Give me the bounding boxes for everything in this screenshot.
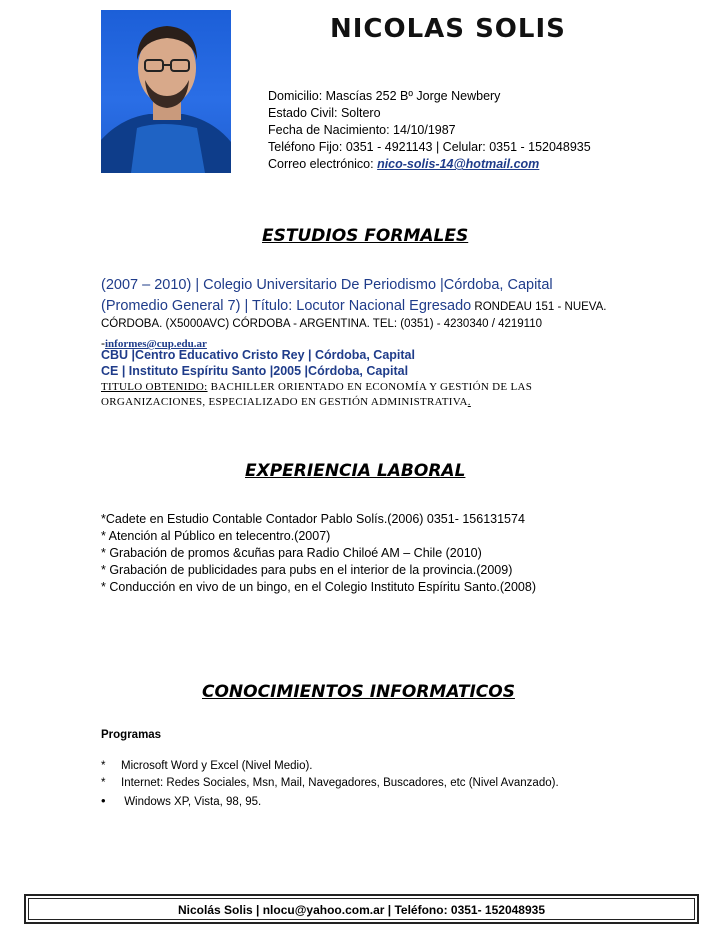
program-item bbox=[101, 758, 313, 775]
experience-item: * Grabación de publicidades para pubs en el interior de la provincia.(2009) bbox=[101, 563, 513, 577]
person-silhouette-icon bbox=[101, 10, 231, 173]
studies-line-6: CE | Instituto Espíritu Santo |2005 |Córdoba, Capital bbox=[101, 364, 409, 378]
bullet: * bbox=[101, 777, 106, 789]
email-line bbox=[268, 156, 539, 173]
studies-line-8 bbox=[101, 396, 471, 408]
address: Domicilio: Mascías 252 Bº Jorge Newbery bbox=[268, 89, 501, 103]
bullet: • bbox=[101, 793, 106, 808]
computing-title: CONOCIMIENTOS INFORMATICOS bbox=[202, 682, 515, 702]
studies-line-1: (2007 – 2010) | Colegio Universitario De Periodismo |Córdoba, Capital bbox=[101, 277, 553, 293]
experience-item: * Conducción en vivo de un bingo, en el Colegio Instituto Espíritu Santo.(2008) bbox=[101, 580, 536, 594]
experience-item: * Atención al Público en telecentro.(2007) bbox=[101, 529, 331, 543]
program-item bbox=[101, 792, 261, 811]
bullet: * bbox=[101, 760, 106, 772]
studies-line-3: CÓRDOBA. (X5000AVC) CÓRDOBA - ARGENTINA. TEL: (0351) - 4230340 / 4219110 bbox=[101, 318, 543, 330]
birth-date: Fecha de Nacimiento: 14/10/1987 bbox=[268, 123, 456, 137]
experience-title: EXPERIENCIA LABORAL bbox=[245, 461, 466, 481]
civil-status: Estado Civil: Soltero bbox=[268, 106, 381, 120]
program-text: Microsoft Word y Excel (Nivel Medio). bbox=[121, 760, 313, 772]
email-label: Correo electrónico: bbox=[268, 157, 378, 171]
title-obtained-text: BACHILLER ORIENTADO EN ECONOMÍA Y GESTIÓN DE LAS bbox=[207, 381, 533, 393]
title-obtained-end: . bbox=[467, 396, 471, 408]
programs-subtitle: Programas bbox=[101, 729, 162, 741]
email-link[interactable]: nico-solis-14@hotmail.com bbox=[377, 157, 540, 171]
profile-photo bbox=[101, 10, 231, 173]
studies-degree: (Promedio General 7) | Título: Locutor Nacional Egresado bbox=[101, 298, 472, 314]
program-text: Windows XP, Vista, 98, 95. bbox=[121, 796, 262, 808]
studies-title: ESTUDIOS FORMALES bbox=[262, 226, 469, 246]
program-text: Internet: Redes Sociales, Msn, Mail, Navegadores, Buscadores, etc (Nivel Avanzado). bbox=[121, 777, 559, 789]
experience-item: *Cadete en Estudio Contable Contador Pablo Solís.(2006) 0351- 156131574 bbox=[101, 512, 525, 526]
footer-text: Nicolás Solis | nlocu@yahoo.com.ar | Teléfono: 0351- 152048935 bbox=[178, 903, 545, 917]
studies-line-2 bbox=[101, 297, 606, 315]
footer-box bbox=[24, 894, 699, 924]
studies-dash: - bbox=[101, 336, 105, 350]
program-item bbox=[101, 775, 559, 792]
school-email-link[interactable]: informes@cup.edu.ar bbox=[105, 338, 207, 350]
studies-line-7 bbox=[101, 381, 532, 393]
candidate-name: NICOLAS SOLIS bbox=[330, 14, 566, 44]
studies-line-5: CBU |Centro Educativo Cristo Rey | Córdoba, Capital bbox=[101, 348, 415, 362]
title-obtained-label: TITULO OBTENIDO: bbox=[101, 381, 208, 393]
title-obtained-text-2: ORGANIZACIONES, ESPECIALIZADO EN GESTIÓN ADMINISTRATIVA bbox=[101, 396, 468, 408]
phones: Teléfono Fijo: 0351 - 4921143 | Celular: 0351 - 152048935 bbox=[268, 140, 591, 154]
experience-item: * Grabación de promos &cuñas para Radio Chiloé AM – Chile (2010) bbox=[101, 546, 482, 560]
studies-address: RONDEAU 151 - NUEVA. bbox=[471, 301, 607, 313]
